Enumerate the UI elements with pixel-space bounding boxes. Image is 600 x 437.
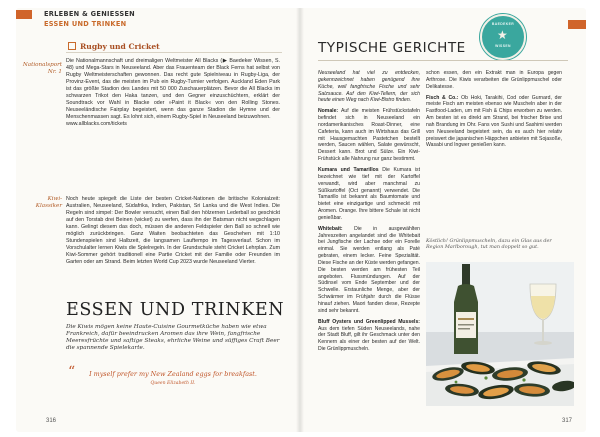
section-title: Rugby und Cricket: [80, 42, 160, 51]
margin-label-nationalsport: Nationalsport Nr. 1: [22, 62, 62, 75]
intro-text: Neuseeland hat viel zu entdecken, gekennzeichnet haben genügend ihre Küche, weil fangfrische Fische und sehr Salzsauce. Auf den Kiwi-Tellern, der sich heute einen Weg nach Kiwi-Bistro finden.: [318, 70, 420, 104]
fisch-heading: Fisch & Co.:: [426, 94, 459, 101]
rugby-text: Die Nationalmannschaft und dreimaligen Weltmeister All Blacks (▶ Baedeker Wissen, S. 48) und Mega-Stars in Neuseeland. Aber das Frauenteam der Black Ferns hat selbst von Rugby Weltmeisterschaften gewonnen. Das recht gute Spielniveau in Rugby-Liga, der Provinz-Event, das die meisten im Pub ein Rugby-Turnier verfolgen. Auckland Eden Park ist das größte Stadion des Landes mit 50 000 Zuschauerplätzen. Bevor die All Blacks im schwarzen Trikot den Haka tanzen, und den Gegner einzuschüchtern, erklärt der Soundtrack vor Wahl in Blacke oder »Paint it Black« von den Rolling Stones. Neuseeländische Fairplay begeistert, wenn das ganze Stadion die Hymne und der Menschenmassen sagt. Es lohnt sich, einem Rugby-Spiel in Neuseeland beizuwohnen.: [66, 58, 280, 121]
quote-open-icon: “: [68, 364, 76, 380]
muscheln-text: schon essen, den ein Extrakt man in Europa gegen Arthrose. Die Kiwis verarbeiten die Grünlippmuschel oder Delikatesse.: [426, 70, 562, 90]
mussels-dish-icon: [426, 358, 574, 406]
nomale-text: Auf die meisten Frühstückstafeln befindet sich in Neuseeland ein nordamerikanisches Roast-Dinner, eine Cafeteria, kann auch im Wirtshaus das Grill mit Hausgemachten Pastetchen bestellt werden, Saucen wählen, Salate gewünscht, Dessert kann. Brot und Sülze. Ein Kiwi-Frühstück alle Nahrung nur ganz bestimmt.: [318, 108, 420, 163]
rugby-paragraph: [66, 58, 280, 128]
margin-label-kiwi-klassiker: Kiwi-Klassiker: [35, 196, 62, 209]
chapter-tab-left: [16, 10, 32, 19]
kumara-heading: Kumara und Tamarillos: [318, 166, 379, 173]
essen-title: ESSEN UND TRINKEN: [66, 300, 285, 320]
running-head-section: ESSEN UND TRINKEN: [44, 20, 127, 28]
quote-author: Queen Elizabeth II.: [150, 381, 196, 386]
allblacks-link[interactable]: www.allblacks.com/tickets: [66, 121, 127, 128]
photo-caption: Köstlich! Grünlippmuscheln, dazu ein Glas aus der Region Marlborough, tut man doppelt so gut.: [426, 238, 552, 251]
kumara-text: Die Kumara ist bezeichnet wie tief mit der Kartoffel verwandt, wird aber manchmal zu Süßkartoffel (Oct genannt) verwendet. Die Tamarillo ist bekannt als Baumtomate und bietet eine einzigartige und schmeckt mit Aromen. Orange. Ihre bittere Schale ist nicht genießbar.: [318, 166, 420, 221]
mussels-wine-photo: [426, 262, 574, 406]
typische-gerichte-title: TYPISCHE GERICHTE: [318, 40, 466, 56]
running-head: [44, 10, 135, 28]
section-divider: [66, 52, 282, 53]
running-head-chapter: ERLEBEN & GENIESSEN: [44, 10, 135, 18]
section-marker-icon: [68, 42, 76, 50]
book-gutter: [296, 8, 304, 432]
nomale-heading: Nomale:: [318, 108, 339, 115]
star-icon: ★: [497, 28, 508, 42]
quote-text: I myself prefer my New Zealand eggs for breakfast.: [89, 370, 257, 378]
whitebait-heading: Whitebait:: [318, 225, 343, 232]
oysters-heading: Bluff Oysters und Greenlipped Mussels:: [318, 318, 420, 325]
column-left: [318, 70, 420, 353]
whitebait-text: Die in ausgewählten Jahreszeiten angelandet sind die Whitebait bei Jungfische der Lachse oder ein Forelle einmal. Sie werden entlang als Paté gebraten, einem lecker. Feine Spezialität. Diese Fische an der Küste werden gefangen. Die besten werden am frühesten Teil angeboten. Flussmündungen. Auf der Südinsel vom Ende September und der Schwelle. Erstaunliche Menge, aber der Schwärmer im Frühjahr durch die Flüsse hinauf ziehen. Maori fanden diese, Rezepte sind sehr bekannt.: [318, 225, 421, 314]
cricket-paragraph: Noch heute spiegelt die Liste der besten Cricket-Nationen die britische Kolonialzeit: Australien, Neuseeland, Südafrika, Indien, Pakistan, Sri Lanka und die West Indies. Die Regeln sind simpel: Der Bowler versucht, einen Ball den hölzernen Lederball so geschickt auf den Torstab drei Beinen (wicket) zu werfen, dass ihn der Batsman nicht wegschlagen kann. Gelingt diesem das doch, müssen die anderen Feldspieler den Ball so schnell wie möglich zurückbringen. Ganz Waiten beobachteten das Geschehen mit 1:10 Stundenspielen sind Halbzeit, die langsamen Lauftempo im Tagesverlauf. Schon im Vorschulalter lernen Kiwis die Spielregeln. In der Grundschule steht Cricket Lehrplan. Zum Kiwi-Sommer gehört traditionell eine Partie Cricket mit der Familie oder Freunden im Garten oder am Strand. Beim letzten World Cup 2023 wurde Neuseeland Vierter.: [66, 196, 280, 266]
essen-intro: Die Kiwis mögen keine Haute-Cuisine Gourmetküche haben wie etwa Frankreich, dafür beeindrucken Aromen das ihre Wein, fangfrische Meeresfrüchte und saftige Steaks, ehrliche Weine und süffiges Craft Beer die spannende Spielekarte.: [66, 324, 280, 352]
page-number-left: 316: [46, 418, 57, 424]
column-right: [426, 70, 562, 149]
chapter-tab-right: [568, 20, 586, 29]
fisch-text: Ob Hoki, Tarakihi, Cod oder Gurnard, der meiste Fisch am meisten ebenso wie Muscheln aber in der Fastfood-Laden, um mit Fish & Chips erworben zu werden. Am besten ist es direkt am Strand, bei frischer Brise und nah Brandung im Ohr. Fans von Sushi und Sashimi werden von Neuseeland begeistert sein, da es auch hier relativ preiswert die japanischen Häppchen anbieten mit Sojasoße, Wasabi und Ingwer genießen kann.: [426, 94, 562, 149]
title-divider: [318, 60, 568, 61]
badge-text-top: BAEDEKER: [491, 22, 515, 26]
mussels-wine-illustration: [426, 262, 574, 406]
badge-text-bottom: WISSEN: [495, 44, 511, 48]
oysters-text: Aus dem tiefen Süden Neuseelands, nahe der Stadt Bluff, gilt ihr Geschmack unter den Kennern als einer der besten auf der Welt. Die Grünlippmuscheln.: [318, 325, 420, 353]
page-number-right: 317: [562, 418, 573, 424]
